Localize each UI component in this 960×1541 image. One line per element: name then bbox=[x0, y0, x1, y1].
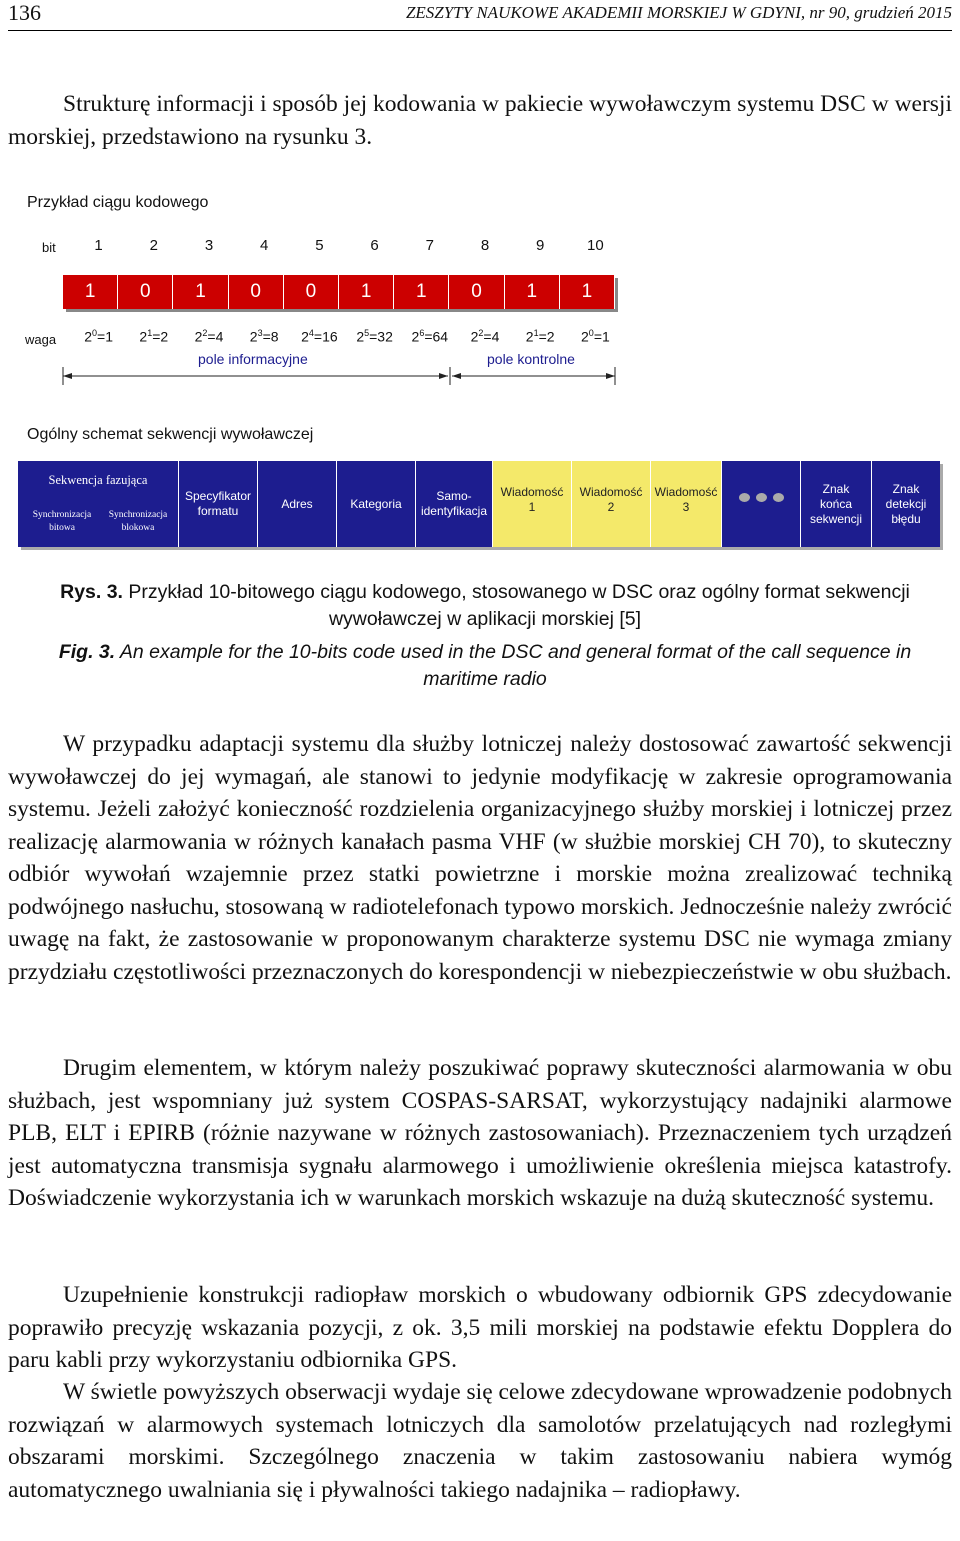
sequence-cell-label: Kategoria bbox=[350, 496, 402, 511]
caption-polish-text: Przykład 10-bitowego ciągu kodowego, stosowanego w DSC oraz ogólny format sekwencji wywoławczej w aplikacji morskiej [5] bbox=[122, 581, 910, 630]
bit-weight: $2^1=2$ bbox=[525, 328, 555, 345]
bit-weight: $2^1=2$ bbox=[139, 328, 169, 345]
sequence-cell-label: Znak detekcji błędu bbox=[885, 481, 927, 526]
bit-weight: $2^3=8$ bbox=[249, 328, 279, 345]
body-paragraph-3: Uzupełnienie konstrukcji radiopław morskich o wbudowany odbiornik GPS zdecydowanie poprawiło precyzję wskazania pozycji, z ok. 3,5 mili morskiej na podstawie efektu Dopplera do paru kabli przy wykorzystaniu odbiornika GPS. bbox=[8, 1282, 952, 1373]
bit-cell: 0 bbox=[284, 275, 339, 309]
body-paragraph-4: W świetle powyższych obserwacji wydaje się celowe zdecydowane wprowadzenie podobnych rozwiązań w alarmowych systemach lotniczych dla samolotów przelatujących nad rozległymi obszarami morskimi. Szczególnego znaczenia w takim zastosowaniu nabiera wymóg automatycznego uwalniania się i pływalności takiego nadajnika – radiopławy. bbox=[8, 1379, 952, 1503]
bit-number: 10 bbox=[587, 237, 604, 254]
bit-weight: $2^5=32$ bbox=[356, 328, 393, 345]
sequence-cell-label: Wiadomość 2 bbox=[579, 485, 643, 514]
bit-cell: 0 bbox=[449, 275, 504, 309]
bit-cell: 1 bbox=[560, 275, 615, 309]
body-paragraph-2: Drugim elementem, w którym należy poszukiwać poprawy skuteczności alarmowania w obu służbach, jest wspomniany już system COSPAS-SARSAT, wykorzystujący nadajniki alarmowe PLB, ELT i EPIRB (różnie nazywane w różnych zastosowaniach). Przeznaczeniem tych urządzeń jest automatyczna transmisja sygnału alarmowego i umożliwienie określenia miejsca katastrofy. Doświadczenie wykorzystania ich w warunkach morskich wskazuje na dużą skuteczność systemu. bbox=[8, 1055, 952, 1211]
sequence-cell bbox=[801, 461, 872, 547]
ellipsis-cell bbox=[722, 461, 801, 547]
sequence-cell bbox=[493, 461, 572, 547]
bit-number: 1 bbox=[94, 237, 103, 254]
bit-cell: 1 bbox=[173, 275, 228, 309]
caption-polish-number: Rys. 3. bbox=[60, 581, 123, 603]
bit-number: 4 bbox=[260, 237, 269, 254]
bit-number: 8 bbox=[480, 237, 490, 254]
sequence-cell bbox=[416, 461, 493, 547]
page-header bbox=[8, 0, 952, 31]
bit-cell: 1 bbox=[394, 275, 449, 309]
weight-label: waga bbox=[25, 332, 57, 347]
sequence-cell-label: Specyfikator formatu bbox=[184, 489, 252, 518]
bit-label: bit bbox=[42, 240, 56, 255]
body-paragraph-1: W przypadku adaptacji systemu dla służby lotniczej należy dostosować zawartość sekwencji wywoławczej do jej wymagań, ale stanowi to jedynie modyfikację w zakresie oprogramowania systemu. Jeżeli założyć konieczność rozdzielenia organizacyjnego służby morskiej i lotniczej przez realizację alarmowania w różnych kanałach pasma VHF (w służbie morskiej CH 70), to skuteczny odbiór wywołań wzajemnie przez statki powietrzne i morskie można zrealizować techniką podwójnego nasłuchu, stosowaną w radiotelefonach typowo morskich. Jednocześnie należy zwrócić uwagę na fakt, że zastosowanie w proponowanym charakterze systemu DSC nie wymaga zmiany przydziału częstotliwości przeznaczonych do korespondencji w niebezpieczeństwie w obu służbach. bbox=[8, 731, 952, 985]
call-sequence-bar bbox=[18, 461, 940, 547]
sequence-cell-label: Adres bbox=[281, 496, 313, 511]
sequence-cell bbox=[258, 461, 337, 547]
bit-cell: 1 bbox=[339, 275, 394, 309]
sequence-cell-label: Samo-identyfikacja bbox=[420, 489, 488, 518]
bit-cell: 1 bbox=[505, 275, 560, 309]
bit-sequence-bar bbox=[63, 275, 615, 309]
bit-weight: $2^0=1$ bbox=[581, 328, 610, 345]
bit-number: 6 bbox=[370, 237, 379, 254]
intro-paragraph: Strukturę informacji i sposób jej kodowania w pakiecie wywoławczym systemu DSC w wersji morskiej, przedstawiono na rysunku 3. bbox=[8, 91, 952, 150]
sequence-cell-label: Wiadomość 1 bbox=[500, 485, 564, 514]
dots-icon bbox=[739, 493, 784, 502]
control-field-label: pole kontrolne bbox=[487, 351, 575, 367]
bit-weight: $2^2=4$ bbox=[194, 328, 224, 345]
sequence-title: Ogólny schemat sekwencji wywoławczej bbox=[27, 426, 314, 443]
bit-weight: $2^2=4$ bbox=[470, 328, 500, 345]
bit-cell: 0 bbox=[118, 275, 173, 309]
info-field-label: pole informacyjne bbox=[198, 351, 308, 367]
phasing-label: Sekwencja fazująca bbox=[48, 473, 148, 487]
sequence-cell bbox=[651, 461, 722, 547]
figure-3 bbox=[0, 180, 960, 560]
bit-number: 9 bbox=[536, 237, 545, 254]
bit-number: 3 bbox=[204, 237, 214, 254]
bit-weight: $2^0=1$ bbox=[84, 328, 113, 345]
sequence-cell bbox=[872, 461, 940, 547]
sequence-cell bbox=[337, 461, 416, 547]
bit-weight: $2^4=16$ bbox=[301, 328, 338, 345]
bit-number: 5 bbox=[315, 237, 324, 254]
sequence-cell bbox=[572, 461, 651, 547]
field-brackets bbox=[0, 365, 960, 390]
caption-english-text: An example for the 10-bits code used in the DSC and general format of the call sequence in maritime radio bbox=[115, 641, 912, 690]
phasing-sequence-cell bbox=[18, 461, 179, 547]
block-sync-label: Synchronizacja blokowa bbox=[108, 510, 168, 533]
sequence-cell-label: Znak końca sekwencji bbox=[809, 481, 863, 526]
journal-title: ZESZYTY NAUKOWE AKADEMII MORSKIEJ W GDYNI, nr 90, grudzień 2015 bbox=[405, 3, 952, 22]
sequence-cell bbox=[179, 461, 258, 547]
bit-weight: $2^6=64$ bbox=[411, 328, 449, 345]
bit-number: 2 bbox=[149, 237, 158, 254]
sequence-cell-label: Wiadomość 3 bbox=[654, 485, 718, 514]
page-number: 136 bbox=[8, 0, 41, 25]
bit-sync-label: Synchronizacja bitowa bbox=[32, 510, 92, 533]
bit-cell: 1 bbox=[63, 275, 118, 309]
bit-cell: 0 bbox=[229, 275, 284, 309]
figure-top-title: Przykład ciągu kodowego bbox=[27, 194, 209, 211]
caption-english-number: Fig. 3. bbox=[58, 641, 116, 663]
caption-polish bbox=[30, 579, 940, 633]
bit-number: 7 bbox=[425, 237, 434, 254]
caption-english bbox=[30, 639, 940, 693]
